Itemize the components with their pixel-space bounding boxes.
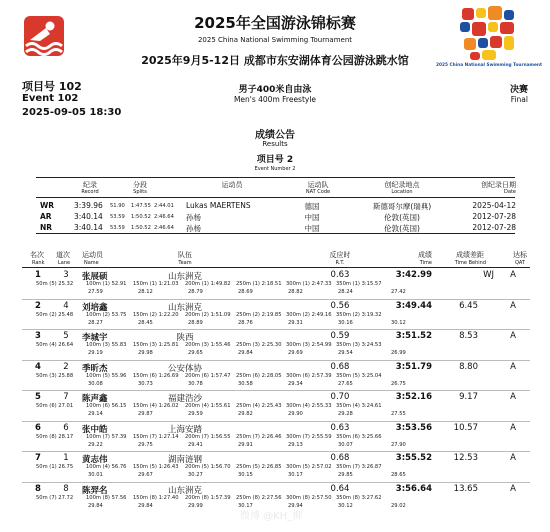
result-lap: 30.15	[238, 472, 253, 478]
result-split: 250m (4) 2:25.43	[236, 403, 282, 409]
result-qat: A	[510, 331, 516, 341]
result-split: 350m (5) 3:25.04	[336, 372, 382, 379]
result-behind: 8.53	[459, 331, 478, 341]
tournament-logo	[436, 4, 543, 76]
row-divider	[22, 360, 530, 361]
result-behind: 13.65	[453, 483, 478, 494]
record-split: 51.90	[110, 203, 125, 209]
result-split: 100m (7) 57.39	[86, 433, 127, 440]
result-lap: 30.27	[188, 472, 203, 478]
col-lane: 道次	[56, 251, 70, 259]
result-behind: 10.57	[453, 422, 478, 433]
record-location: 伦敦(英国)	[384, 213, 420, 222]
record-time: 3:40.14	[74, 223, 103, 232]
record-location: 伦敦(英国)	[384, 224, 420, 233]
result-lane: 8	[63, 483, 69, 494]
record-athlete: 孙杨	[186, 224, 201, 233]
result-team: 福建浩沙	[167, 394, 203, 404]
col-time-en: Time	[419, 260, 432, 266]
result-lap: 26.99	[391, 350, 406, 356]
result-split: 50m (7) 27.72	[36, 494, 74, 501]
result-name: 黄志伟	[82, 455, 108, 465]
result-lap: 26.75	[391, 380, 406, 387]
result-lane: 6	[63, 422, 69, 433]
result-rt: 0.56	[330, 300, 350, 311]
result-qat: A	[510, 300, 516, 311]
record-split: 1:50.52	[131, 225, 151, 231]
record-split: 53.59	[110, 214, 125, 220]
result-split: 150m (1) 1:21.03	[133, 281, 179, 287]
result-split: 300m (6) 2:57.39	[286, 372, 332, 379]
result-split: 250m (1) 2:18.51	[236, 281, 282, 287]
result-lap: 30.58	[238, 380, 253, 387]
result-lap: 30.17	[288, 472, 303, 478]
result-lap: 30.12	[391, 319, 406, 326]
col-behind-en: Time Behind	[454, 260, 486, 266]
result-lap: 29.41	[188, 441, 203, 448]
record-code: AR	[40, 212, 52, 221]
records-col-location: 创纪录地点	[384, 181, 420, 189]
record-date: 2012-07-28	[472, 223, 516, 232]
result-time: 3:55.52	[395, 453, 432, 463]
record-team: 德国	[304, 202, 320, 211]
result-name: 陈羿名	[82, 485, 108, 496]
result-rt: 0.64	[330, 483, 350, 494]
result-rt: 0.70	[330, 392, 350, 402]
result-split: 150m (5) 1:26.43	[133, 464, 179, 470]
result-lap: 28.12	[138, 289, 153, 295]
result-lap: 28.65	[391, 472, 406, 478]
result-split: 350m (2) 3:19.32	[336, 311, 382, 318]
result-lap: 30.17	[238, 502, 253, 509]
notice-number-en: Event Number 2	[254, 166, 296, 172]
result-lap: 27.65	[338, 380, 353, 387]
race-name-en: Men's 400m Freestyle	[233, 95, 317, 104]
result-lap: 29.90	[288, 411, 303, 417]
result-split: 200m (6) 1:57.47	[185, 372, 231, 379]
result-lap: 29.54	[338, 350, 353, 356]
result-split: 200m (8) 1:57.39	[185, 494, 231, 501]
records-col-team: 运动队	[307, 181, 329, 189]
page-title-cn: 2025年全国游泳锦标赛	[194, 14, 356, 32]
result-team: 山东洲克	[167, 485, 203, 496]
result-split: 300m (5) 2:57.02	[286, 464, 332, 470]
result-split: 100m (2) 53.75	[86, 311, 127, 318]
result-lap: 28.27	[88, 319, 103, 326]
result-lap: 29.65	[188, 350, 203, 356]
result-split: 50m (3) 25.88	[36, 372, 74, 379]
result-lap: 28.45	[138, 319, 153, 326]
result-lap: 29.31	[288, 319, 303, 326]
result-rt: 0.68	[330, 361, 350, 372]
records-col-record: 纪录	[83, 181, 97, 189]
result-lap: 27.90	[391, 441, 406, 448]
result-lap: 29.84	[238, 350, 253, 356]
row-divider	[22, 390, 530, 391]
col-time: 成绩	[418, 251, 432, 259]
result-split: 350m (8) 3:27.62	[336, 494, 382, 501]
result-split: 100m (3) 55.83	[86, 342, 127, 348]
row-divider	[22, 329, 530, 330]
phase-en: Final	[510, 95, 528, 104]
result-team: 公安体协	[167, 363, 203, 374]
result-lap: 28.79	[188, 289, 203, 295]
notice-number-cn: 项目号 2	[256, 155, 294, 165]
result-split: 350m (6) 3:25.66	[336, 433, 382, 440]
record-athlete: Lukas MAERTENS	[186, 201, 251, 210]
record-split: 2:44.01	[154, 203, 174, 209]
record-date: 2012-07-28	[472, 212, 516, 221]
col-rank: 名次	[30, 251, 44, 259]
notice-title-cn: 成绩公告	[255, 130, 295, 141]
result-lap: 29.84	[138, 502, 153, 509]
record-split: 1:50.52	[131, 214, 151, 220]
col-rank-en: Rank	[32, 260, 45, 266]
result-lap: 29.99	[188, 502, 203, 509]
result-name: 陈声鑫	[82, 394, 108, 404]
result-rank: 6	[35, 422, 41, 433]
record-team: 中国	[304, 213, 320, 222]
result-name: 季昕杰	[82, 363, 108, 374]
result-rank: 1	[35, 270, 41, 280]
result-time: 3:56.64	[395, 483, 432, 494]
result-split: 100m (8) 57.56	[86, 494, 127, 501]
result-rt: 0.59	[330, 331, 350, 341]
result-split: 150m (7) 1:27.14	[133, 433, 179, 440]
result-split: 300m (7) 2:55.59	[286, 433, 332, 440]
result-team: 山东洲克	[167, 302, 203, 313]
result-lap: 29.75	[138, 441, 153, 448]
result-lap: 28.24	[338, 289, 353, 295]
result-lap: 29.91	[238, 441, 253, 448]
result-split: 50m (8) 28.17	[36, 433, 74, 440]
result-lap: 29.59	[188, 411, 203, 417]
result-split: 100m (4) 56.76	[86, 464, 127, 470]
result-split: 250m (7) 2:26.46	[236, 433, 282, 440]
records-col-record-en: Record	[81, 189, 99, 195]
result-split: 300m (2) 2:49.16	[286, 311, 332, 318]
result-split: 50m (6) 27.01	[36, 403, 74, 409]
result-split: 150m (8) 1:27.40	[133, 494, 179, 501]
event-number-en: Event 102	[22, 93, 79, 104]
result-split: 100m (5) 55.96	[86, 372, 127, 379]
result-lap: 29.34	[288, 380, 303, 387]
result-behind: 9.17	[459, 392, 478, 402]
result-rt: 0.63	[330, 270, 350, 280]
result-rank: 7	[35, 453, 41, 463]
result-lap: 29.98	[138, 350, 153, 356]
result-qat: A	[510, 453, 516, 463]
result-lap: 29.84	[88, 502, 103, 509]
page-title-en: 2025 China National Swimming Tournament	[197, 36, 353, 44]
records-col-splits-en: Splits	[133, 189, 147, 195]
watermark: 微博 @KH_柳	[240, 511, 303, 522]
race-name-cn: 男子400米自由泳	[238, 85, 312, 95]
result-split: 50m (2) 25.48	[36, 311, 74, 318]
col-name-en: Name	[84, 260, 99, 266]
result-qat: A	[510, 392, 516, 402]
col-team: 队伍	[178, 251, 192, 259]
result-lap: 30.73	[138, 380, 153, 387]
result-split: 200m (1) 1:49.82	[185, 281, 231, 287]
record-split: 1:47.55	[131, 203, 151, 209]
result-lap: 29.87	[138, 411, 153, 417]
record-code: NR	[40, 223, 53, 232]
result-team: 上海安踏	[167, 424, 203, 435]
result-split: 50m (5) 25.32	[36, 281, 74, 287]
result-lane: 4	[63, 300, 69, 311]
result-lap: 29.19	[88, 350, 103, 356]
result-split: 250m (8) 2:27.56	[236, 494, 282, 501]
col-team-en: Team	[178, 260, 192, 266]
result-lap: 29.94	[288, 502, 303, 509]
result-behind: 12.53	[453, 453, 478, 463]
result-time: 3:52.16	[395, 392, 432, 402]
result-lane: 5	[63, 331, 69, 341]
result-rank: 3	[35, 331, 41, 341]
result-split: 200m (7) 1:56.55	[185, 433, 231, 440]
result-lap: 30.07	[338, 441, 353, 448]
result-team: 湖南涟钢	[167, 455, 203, 465]
result-lane: 7	[63, 392, 69, 402]
result-note: WJ	[483, 270, 494, 280]
result-behind: 6.45	[459, 300, 478, 311]
result-qat: A	[510, 270, 516, 280]
result-qat: A	[510, 361, 516, 372]
result-time: 3:53.56	[395, 422, 432, 433]
result-split: 200m (3) 1:55.46	[185, 342, 231, 348]
records-col-location-en: Location	[391, 189, 413, 195]
result-name: 张展硕	[82, 272, 108, 282]
records-col-athlete: 运动员	[221, 181, 243, 189]
result-split: 350m (3) 3:24.53	[336, 342, 382, 348]
result-name: 张中皓	[82, 424, 108, 435]
phase-cn: 决赛	[509, 85, 528, 95]
result-split: 250m (6) 2:28.05	[236, 372, 282, 379]
result-name: 刘培鑫	[82, 302, 108, 313]
result-time: 3:49.44	[395, 300, 432, 311]
col-behind: 成绩差距	[456, 251, 484, 259]
result-lap: 28.76	[238, 319, 253, 326]
result-split: 100m (1) 52.91	[86, 281, 127, 287]
result-rank: 4	[35, 361, 41, 372]
row-divider	[22, 451, 530, 452]
result-rank: 8	[35, 483, 41, 494]
result-qat: A	[510, 422, 516, 433]
result-split: 50m (1) 26.75	[36, 464, 74, 470]
result-team: 山东洲克	[167, 272, 203, 282]
result-lap: 27.59	[88, 289, 103, 295]
result-team: 陕西	[176, 333, 194, 343]
row-divider	[22, 482, 530, 483]
records-col-splits: 分段	[133, 181, 147, 189]
result-lap: 30.01	[88, 472, 103, 478]
result-lap: 29.82	[238, 411, 253, 417]
result-lap: 27.55	[391, 411, 406, 417]
result-lap: 30.78	[188, 380, 203, 387]
result-split: 350m (1) 3:15.57	[336, 281, 382, 287]
row-divider	[22, 299, 530, 300]
notice-title-en: Results	[262, 140, 288, 148]
result-rank: 5	[35, 392, 41, 402]
result-split: 300m (8) 2:57.50	[286, 494, 332, 501]
result-lane: 2	[63, 361, 69, 372]
result-split: 300m (4) 2:55.33	[286, 403, 332, 409]
result-split: 300m (3) 2:54.99	[286, 342, 332, 348]
result-split: 150m (2) 1:22.20	[133, 311, 179, 318]
event-datetime: 2025-09-05 18:30	[22, 107, 122, 118]
records-col-date: 创纪录日期	[481, 181, 516, 189]
result-lap: 29.02	[391, 502, 406, 509]
event-number-cn: 项目号 102	[22, 80, 82, 93]
result-lane: 3	[63, 270, 69, 280]
record-team: 中国	[304, 224, 320, 233]
result-rt: 0.63	[330, 422, 350, 433]
result-time: 3:51.79	[395, 361, 432, 372]
result-lap: 29.67	[138, 472, 153, 478]
result-behind: 8.80	[459, 361, 478, 372]
col-lane-en: Lane	[58, 260, 71, 266]
col-rt-en: R.T.	[335, 260, 345, 266]
result-lap: 29.22	[88, 441, 103, 448]
result-lap: 27.42	[391, 289, 406, 295]
records-col-team-en: NAT Code	[305, 189, 331, 195]
result-lap: 28.89	[188, 319, 203, 326]
date-venue: 2025年9月5-12日 成都市东安湖体育公园游泳跳水馆	[141, 54, 409, 67]
col-qat-en: QAT	[514, 260, 525, 266]
result-split: 350m (4) 3:24.61	[336, 403, 382, 409]
record-time: 3:39.96	[74, 201, 103, 210]
record-athlete: 孙杨	[186, 213, 201, 222]
result-split: 150m (6) 1:26.69	[133, 372, 179, 379]
result-lap: 29.14	[88, 411, 103, 417]
result-lap: 29.13	[288, 441, 303, 448]
record-location: 斯德哥尔摩(瑞典)	[372, 202, 432, 211]
result-split: 150m (4) 1:26.02	[133, 403, 179, 409]
swim-logo-icon	[20, 14, 68, 62]
result-lap: 30.08	[88, 380, 103, 387]
record-code: WR	[40, 201, 55, 210]
result-split: 250m (2) 2:19.85	[236, 311, 282, 318]
record-time: 3:40.14	[74, 212, 103, 221]
records-col-date-en: Date	[504, 189, 516, 195]
result-lap: 29.85	[338, 472, 353, 478]
col-qat: 达标	[513, 251, 527, 259]
result-rt: 0.68	[330, 453, 350, 463]
result-lap: 30.16	[338, 319, 353, 326]
result-split: 350m (7) 3:26.87	[336, 464, 382, 470]
result-split: 100m (6) 56.15	[86, 403, 127, 409]
col-rt: 反应时	[329, 251, 351, 259]
result-qat: A	[510, 483, 516, 494]
result-rank: 2	[35, 300, 41, 311]
record-split: 2:46.64	[154, 214, 174, 220]
result-lap: 29.28	[338, 411, 353, 417]
result-time: 3:42.99	[395, 270, 432, 280]
result-split: 300m (1) 2:47.33	[286, 281, 332, 287]
result-split: 200m (2) 1:51.09	[185, 311, 231, 318]
result-lap: 28.69	[238, 289, 253, 295]
result-split: 250m (5) 2:26.85	[236, 464, 282, 470]
result-lap: 30.12	[338, 502, 353, 509]
result-time: 3:51.52	[395, 331, 432, 341]
result-lap: 29.69	[288, 350, 303, 356]
logo-caption: 2025 China National Swimming Tournament	[436, 63, 543, 68]
record-split: 2:46.64	[154, 225, 174, 231]
result-lane: 1	[63, 453, 69, 463]
result-split: 200m (4) 1:55.61	[185, 403, 231, 409]
result-split: 150m (3) 1:25.81	[133, 342, 179, 348]
result-split: 250m (3) 2:25.30	[236, 342, 282, 348]
result-name: 李城宇	[82, 333, 108, 343]
col-name: 运动员	[82, 251, 103, 259]
result-lap: 28.82	[288, 289, 303, 295]
result-split: 200m (5) 1:56.70	[185, 464, 231, 470]
record-split: 53.59	[110, 225, 125, 231]
record-date: 2025-04-12	[472, 201, 516, 210]
result-split: 50m (4) 26.64	[36, 342, 74, 348]
row-divider	[22, 421, 530, 422]
